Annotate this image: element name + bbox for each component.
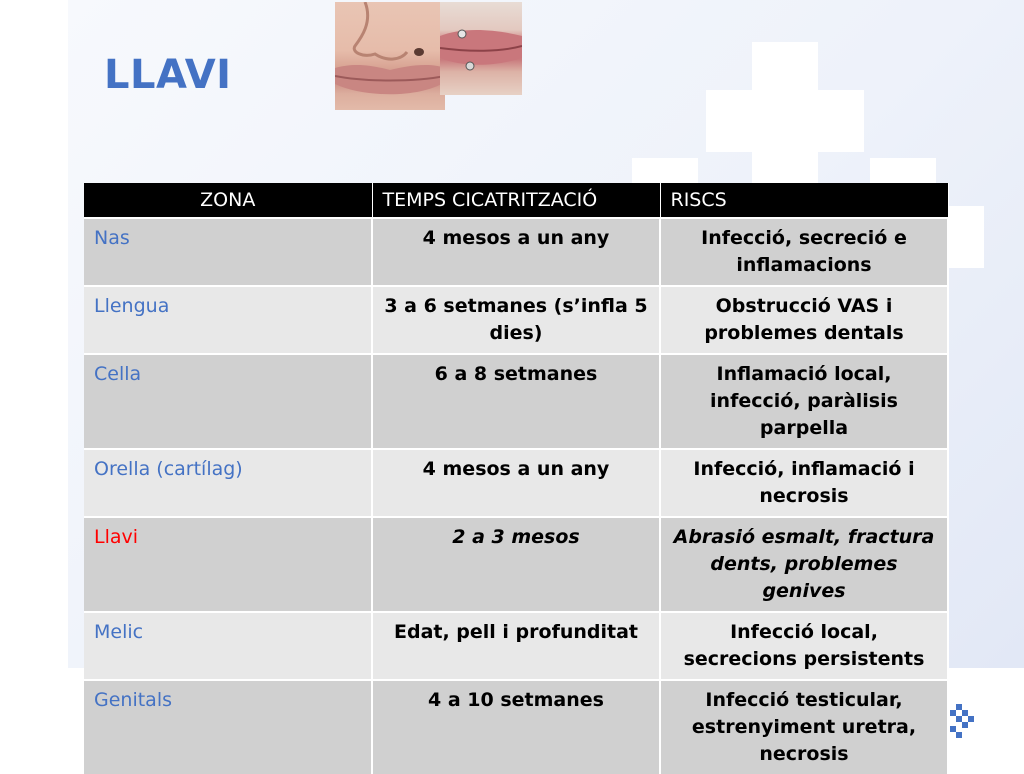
table-row: [84, 286, 948, 354]
table-row: [84, 612, 948, 680]
table-row: [84, 218, 948, 286]
nose-mole-photo: [335, 2, 445, 110]
healing-table: [84, 183, 949, 774]
column-header-temps: TEMPS CICATRITZACIÓ: [372, 183, 660, 218]
time-cell: 2 a 3 mesos: [372, 517, 660, 612]
zone-cell: Melic: [84, 612, 372, 680]
slide-title: LLAVI: [104, 52, 232, 98]
blue-cross-logo-icon: [948, 702, 978, 742]
zone-cell: Nas: [84, 218, 372, 286]
time-cell: 4 a 10 setmanes: [372, 680, 660, 774]
risks-cell: Infecció, secreció e inflamacions: [660, 218, 948, 286]
table-header-row: [84, 183, 948, 218]
zone-cell: Orella (cartílag): [84, 449, 372, 517]
time-cell: 6 a 8 setmanes: [372, 354, 660, 449]
table-row: [84, 680, 948, 774]
zone-cell: Genitals: [84, 680, 372, 774]
zone-cell: Llengua: [84, 286, 372, 354]
zone-cell: Cella: [84, 354, 372, 449]
risks-cell: Infecció, inflamació i necrosis: [660, 449, 948, 517]
zone-cell-highlighted: Llavi: [84, 517, 372, 612]
lip-piercing-photo: [440, 2, 522, 95]
risks-cell: Infecció local, secrecions persistents: [660, 612, 948, 680]
table-row: [84, 449, 948, 517]
risks-cell: Abrasió esmalt, fractura dents, problemes genives: [660, 517, 948, 612]
table-row-highlighted: [84, 517, 948, 612]
time-cell: 4 mesos a un any: [372, 218, 660, 286]
risks-cell: Infecció testicular, estrenyiment uretra, necrosis: [660, 680, 948, 774]
column-header-zona: ZONA: [84, 183, 372, 218]
column-header-riscs: RISCS: [660, 183, 948, 218]
background-cross-block: [706, 90, 864, 152]
risks-cell: Inflamació local, infecció, paràlisis parpella: [660, 354, 948, 449]
time-cell: 4 mesos a un any: [372, 449, 660, 517]
time-cell: 3 a 6 setmanes (s’infla 5 dies): [372, 286, 660, 354]
time-cell: Edat, pell i profunditat: [372, 612, 660, 680]
risks-cell: Obstrucció VAS i problemes dentals: [660, 286, 948, 354]
table-row: [84, 354, 948, 449]
